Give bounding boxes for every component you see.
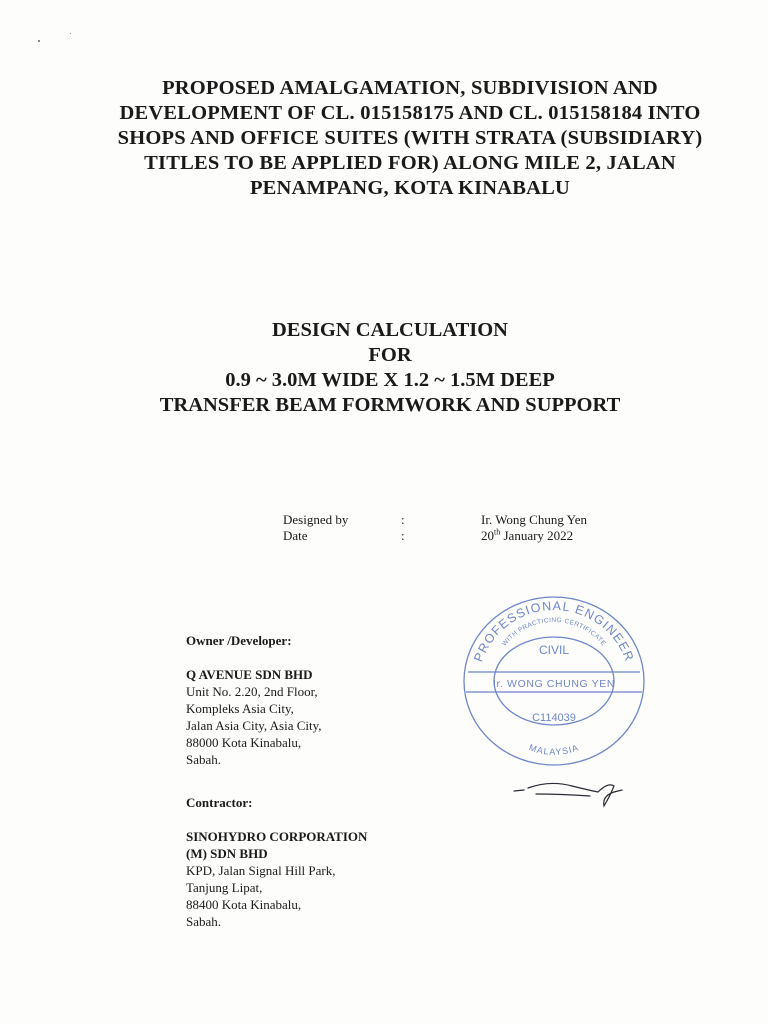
stamp-arc-top: PROFESSIONAL ENGINEER	[471, 598, 637, 664]
calculation-line-1: DESIGN CALCULATION	[272, 319, 508, 341]
designed-by-value: Ir. Wong Chung Yen	[481, 512, 587, 527]
separator: :	[401, 512, 405, 527]
owner-address-line: Sabah.	[186, 752, 222, 767]
calculation-line-2: FOR	[368, 344, 412, 366]
designed-by-label: Designed by	[283, 512, 349, 527]
stamp-arc-bottom: MALAYSIA	[527, 742, 581, 757]
contractor-block	[186, 794, 367, 930]
calculation-line-4: TRANSFER BEAM FORMWORK AND SUPPORT	[159, 394, 621, 416]
stamp-registration-no: C114039	[532, 712, 576, 724]
contractor-address-line: Sabah.	[186, 914, 222, 929]
calculation-heading	[100, 318, 680, 418]
calculation-line-3: 0.9 ~ 3.0M WIDE X 1.2 ~ 1.5M DEEP	[225, 369, 555, 391]
contractor-address-line: 88400 Kota Kinabalu,	[186, 897, 302, 912]
separator: :	[401, 528, 405, 543]
contractor-heading: Contractor:	[186, 795, 253, 810]
engineer-stamp	[458, 592, 650, 770]
owner-address-line: Unit No. 2.20, 2nd Floor,	[186, 684, 318, 699]
date-rest: January 2022	[500, 528, 574, 543]
date-day: 20	[481, 528, 494, 543]
owner-name: Q AVENUE SDN BHD	[186, 667, 313, 682]
contractor-address-line: KPD, Jalan Signal Hill Park,	[186, 863, 336, 878]
contractor-name-line-2: (M) SDN BHD	[186, 846, 268, 861]
scan-speck	[70, 33, 71, 34]
designed-by-row	[283, 512, 587, 528]
date-value	[481, 528, 587, 544]
date-row	[283, 528, 587, 544]
owner-heading: Owner /Developer:	[186, 633, 292, 648]
owner-block	[186, 632, 322, 768]
project-title: PROPOSED AMALGAMATION, SUBDIVISION AND DEVELOPMENT OF CL. 015158175 AND CL. 015158184 INTO SHOPS AND OFFICE SUITES (WITH STRATA (SUBSIDIARY) TITLES TO BE APPLIED FOR) ALONG MILE 2, JALAN PENAMPANG, KOTA KINABALU	[117, 77, 703, 199]
scan-speck	[38, 40, 40, 42]
contractor-address-line: Tanjung Lipat,	[186, 880, 263, 895]
owner-address-line: 88000 Kota Kinabalu,	[186, 735, 302, 750]
owner-address-line: Kompleks Asia City,	[186, 701, 294, 716]
owner-address-line: Jalan Asia City, Asia City,	[186, 718, 322, 733]
stamp-engineer-name: Ir. WONG CHUNG YEN	[492, 678, 616, 690]
date-suffix: th	[494, 527, 501, 537]
signature	[510, 770, 630, 810]
stamp-discipline: CIVIL	[538, 643, 570, 657]
stamp-arc-inner: WITH PRACTICING CERTIFICATE	[500, 616, 608, 648]
date-label: Date	[283, 528, 308, 543]
contractor-name-line-1: SINOHYDRO CORPORATION	[186, 829, 368, 844]
design-meta	[283, 512, 587, 544]
